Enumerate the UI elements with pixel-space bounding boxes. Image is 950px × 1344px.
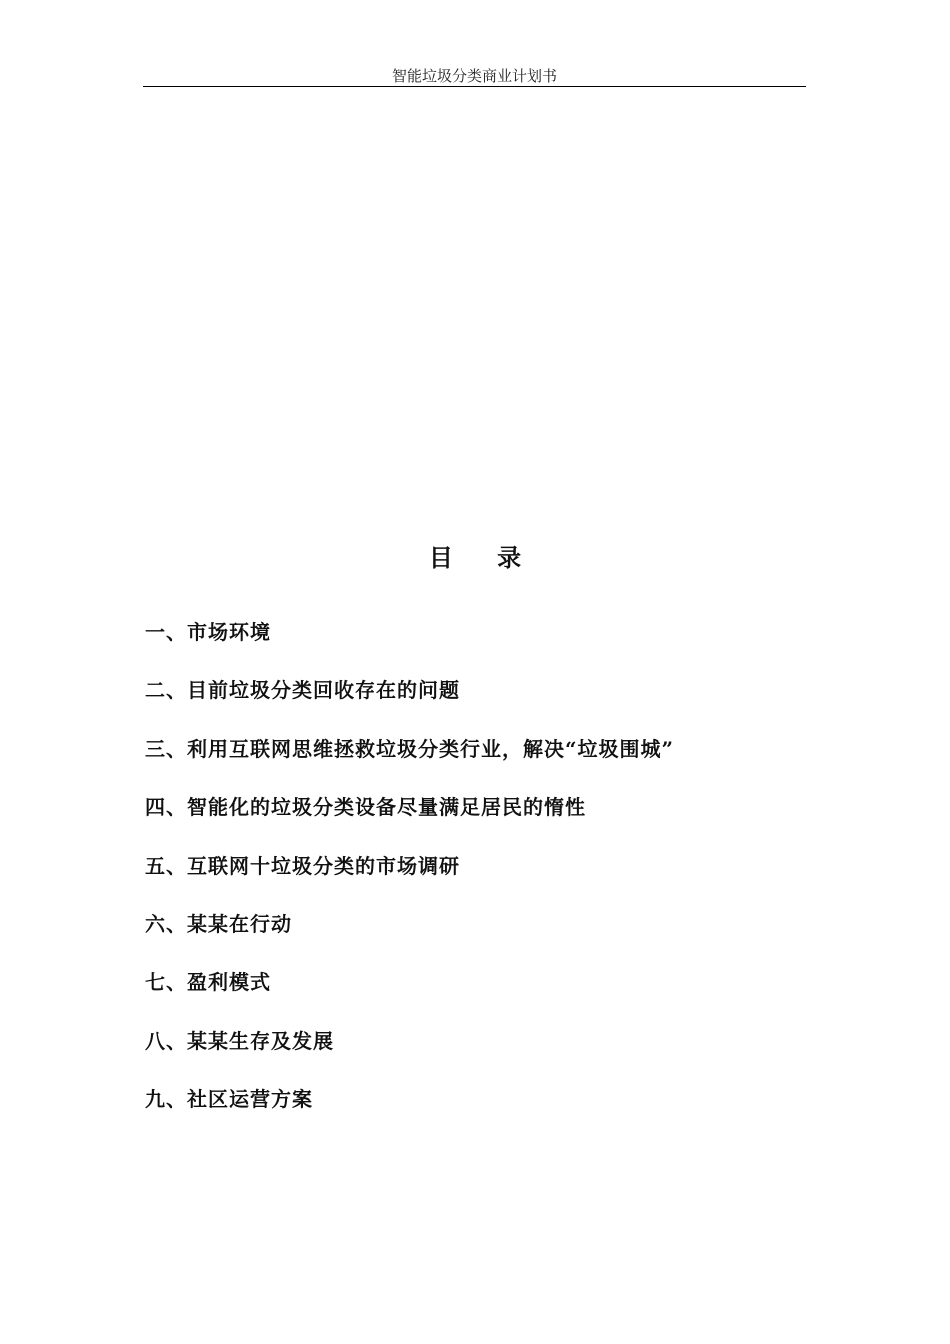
page-header-title: 智能垃圾分类商业计划书 — [391, 67, 557, 85]
toc-title: 目 录 — [428, 543, 540, 572]
toc-item-survival-development: 八、某某生存及发展 — [145, 1028, 334, 1053]
toc-item-market-research: 五、互联网十垃圾分类的市场调研 — [145, 853, 460, 878]
header-divider — [143, 86, 806, 87]
toc-item-in-action: 六、某某在行动 — [145, 911, 292, 936]
toc-item-smart-equipment: 四、智能化的垃圾分类设备尽量满足居民的惰性 — [145, 795, 586, 820]
toc-item-internet-thinking: 三、利用互联网思维拯救垃圾分类行业，解决“垃圾围城” — [145, 736, 675, 761]
toc-item-current-problems: 二、目前垃圾分类回收存在的问题 — [145, 678, 460, 703]
toc-item-profit-model: 七、盈利模式 — [145, 970, 271, 995]
toc-item-community-operations: 九、社区运营方案 — [145, 1087, 313, 1112]
toc-item-market-environment: 一、市场环境 — [145, 620, 271, 644]
toc-list — [145, 617, 815, 1143]
